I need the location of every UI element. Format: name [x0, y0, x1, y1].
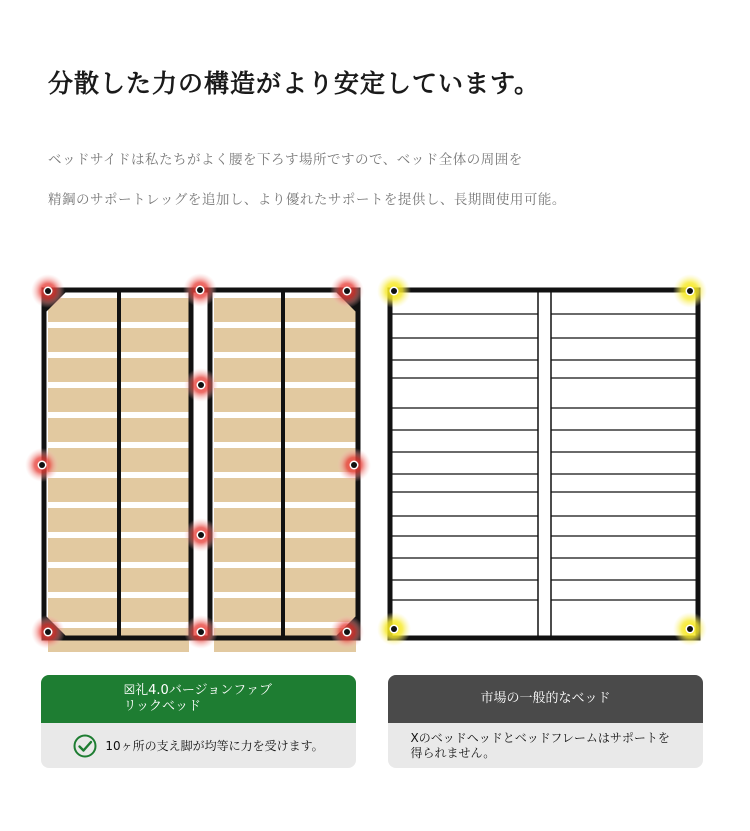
support-point-red	[31, 274, 65, 308]
support-point-red	[31, 615, 65, 649]
page-title: 分散した力の構造がより安定しています。	[48, 69, 541, 98]
right-bed-frame	[390, 290, 698, 638]
ours-card-heading-text: ☒礼4.0バージョンファブリックベッド	[123, 683, 273, 714]
ours-card-body	[41, 723, 356, 768]
support-point-red	[330, 274, 364, 308]
support-point-red	[184, 615, 218, 649]
support-point-yellow	[673, 612, 707, 646]
ours-comparison-card	[41, 675, 356, 768]
support-point-yellow	[377, 612, 411, 646]
support-point-red	[184, 368, 218, 402]
ours-card-body-text: 10ヶ所の支え脚が均等に力を受けます。	[105, 739, 324, 753]
description-line-1: ベッドサイドは私たちがよく腰を下ろす場所ですので、ベッド全体の周囲を	[48, 152, 523, 168]
left-bed-frame	[44, 290, 358, 652]
market-card-body	[388, 723, 703, 768]
market-card-body-text: Xのベッドヘッドとベッドフレームはサポートを得られません。	[410, 730, 670, 760]
bed-frame-comparison-diagram	[0, 260, 750, 660]
support-point-red	[184, 518, 218, 552]
market-comparison-card	[388, 675, 703, 768]
market-card-heading	[388, 675, 703, 723]
support-point-red	[330, 615, 364, 649]
support-point-red	[337, 448, 371, 482]
support-point-yellow	[673, 274, 707, 308]
description-line-2: 精鋼のサポートレッグを追加し、より優れたサポートを提供し、長期間使用可能。	[48, 192, 566, 208]
support-point-red	[183, 273, 217, 307]
checkmark-icon	[73, 734, 97, 758]
ours-card-heading	[41, 675, 356, 723]
market-card-heading-text: 市場の一般的なベッド	[480, 691, 611, 706]
support-point-red	[25, 448, 59, 482]
support-point-yellow	[377, 274, 411, 308]
